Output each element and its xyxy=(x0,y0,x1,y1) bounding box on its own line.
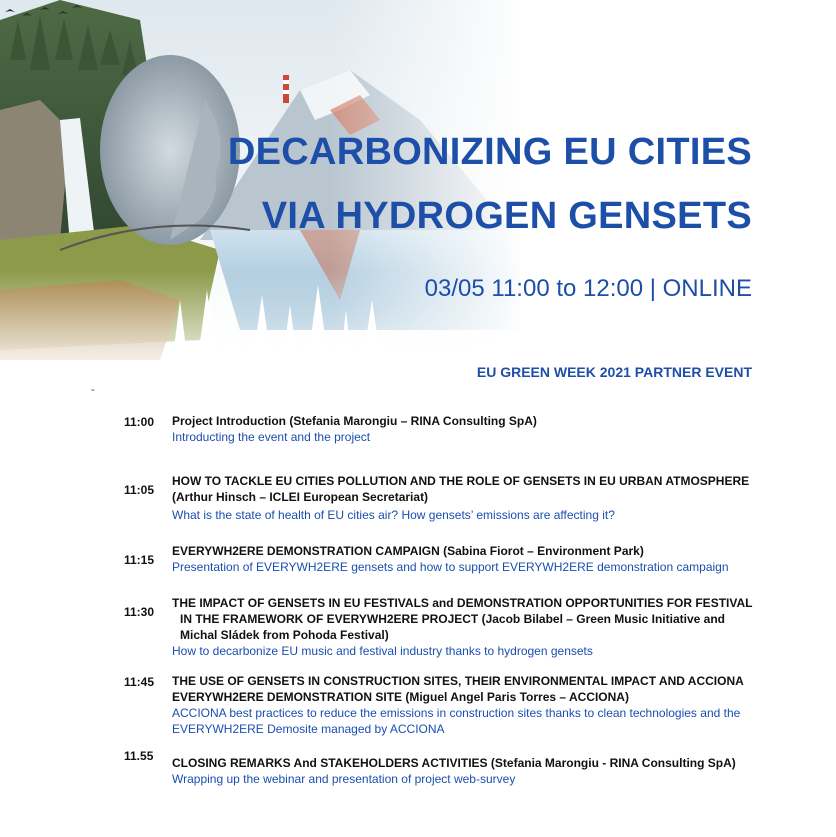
agenda-heading: THE USE OF GENSETS IN CONSTRUCTION SITES, THEIR ENVIRONMENTAL IMPACT AND ACCIONA xyxy=(172,674,744,688)
agenda-description: What is the state of health of EU cities air? How gensets’ emissions are affecting it? xyxy=(172,508,615,522)
agenda-time: 11:30 xyxy=(124,605,155,619)
agenda-body xyxy=(172,755,814,787)
agenda-item-1115 xyxy=(124,543,814,595)
landscape-collage-image xyxy=(0,0,836,380)
agenda-body xyxy=(172,673,814,737)
agenda-description: ACCIONA best practices to reduce the emissions in construction sites thanks to clean technologies and the xyxy=(172,706,741,720)
agenda-time: 11:45 xyxy=(124,675,155,689)
agenda-body xyxy=(172,543,814,575)
agenda-item-1100 xyxy=(124,413,814,473)
agenda-item-1155 xyxy=(124,749,814,805)
agenda-heading: Project Introduction (Stefania Marongiu – RINA Consulting SpA) xyxy=(172,414,537,428)
agenda-description: Introducting the event and the project xyxy=(172,430,371,444)
agenda-heading: HOW TO TACKLE EU CITIES POLLUTION AND THE ROLE OF GENSETS IN EU URBAN ATMOSPHERE xyxy=(172,474,750,488)
agenda-description: Presentation of EVERYWH2ERE gensets and how to support EVERYWH2ERE demonstration campaign xyxy=(172,560,729,574)
agenda-item-1105 xyxy=(124,473,814,543)
agenda-description: How to decarbonize EU music and festival industry thanks to hydrogen gensets xyxy=(172,644,593,658)
title-line-1: DECARBONIZING EU CITIES xyxy=(227,131,752,173)
agenda-item-1130 xyxy=(124,595,814,673)
dash-mark: - xyxy=(91,384,95,396)
agenda-heading: (Arthur Hinsch – ICLEI European Secretariat) xyxy=(172,490,429,504)
partner-event-label: EU GREEN WEEK 2021 PARTNER EVENT xyxy=(476,364,752,380)
header-artwork xyxy=(0,0,836,380)
agenda-heading: EVERYWH2ERE DEMONSTRATION SITE (Miguel Angel Paris Torres – ACCIONA) xyxy=(172,690,629,704)
agenda-heading: Michal Sládek from Pohoda Festival) xyxy=(180,628,389,642)
agenda-description: Wrapping up the webinar and presentation of project web-survey xyxy=(172,772,516,786)
agenda-description: EVERYWH2ERE Demosite managed by ACCIONA xyxy=(172,722,445,736)
agenda-body xyxy=(172,595,814,659)
agenda-body xyxy=(172,473,814,523)
agenda-body xyxy=(172,413,814,445)
agenda-heading: EVERYWH2ERE DEMONSTRATION CAMPAIGN (Sabina Fiorot – Environment Park) xyxy=(172,544,644,558)
agenda-heading: IN THE FRAMEWORK OF EVERYWH2ERE PROJECT (Jacob Bilabel – Green Music Initiative and xyxy=(180,612,725,626)
agenda-time: 11.55 xyxy=(124,749,154,763)
agenda xyxy=(124,413,814,805)
agenda-item-1145 xyxy=(124,673,814,755)
agenda-heading: CLOSING REMARKS And STAKEHOLDERS ACTIVITIES (Stefania Marongiu - RINA Consulting SpA) xyxy=(172,756,736,770)
agenda-time: 11:15 xyxy=(124,553,155,567)
agenda-time: 11:05 xyxy=(124,483,155,497)
title-line-2: VIA HYDROGEN GENSETS xyxy=(261,195,752,237)
event-datetime: 03/05 11:00 to 12:00 | ONLINE xyxy=(424,275,752,302)
agenda-time: 11:00 xyxy=(124,415,155,429)
agenda-heading: THE IMPACT OF GENSETS IN EU FESTIVALS and DEMONSTRATION OPPORTUNITIES FOR FESTIVAL xyxy=(172,596,753,610)
